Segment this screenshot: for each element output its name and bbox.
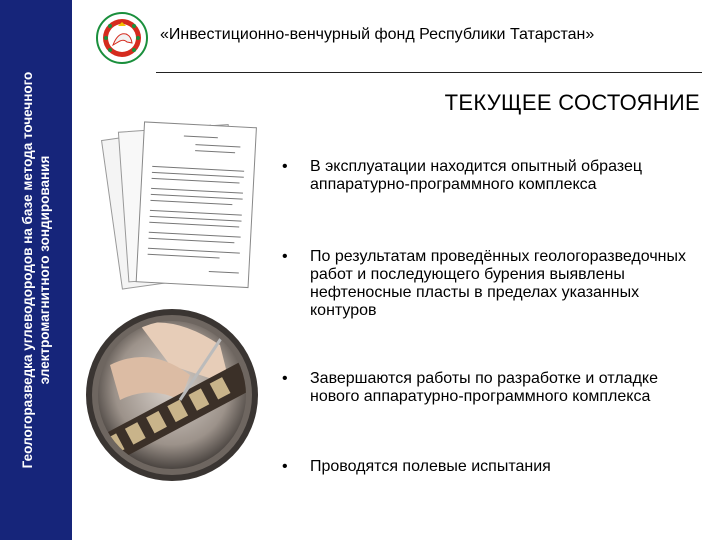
bullet-icon: • xyxy=(282,458,288,475)
tatarstan-emblem-icon xyxy=(96,12,148,64)
document-stack-icon xyxy=(92,110,272,305)
bullet-icon: • xyxy=(282,370,288,387)
sidebar xyxy=(0,0,72,540)
bullet-icon: • xyxy=(282,248,288,265)
bullet-icon: • xyxy=(282,158,288,175)
bullet-text: Проводятся полевые испытания xyxy=(310,458,551,475)
sidebar-title: Геологоразведка углеводородов на базе метода точечного электромагнитного зондирования xyxy=(20,71,52,469)
bullet-text: По результатам проведённых геологоразведочных работ и последующего бурения выявлены нефтеносные пласты в пределах указанных контуров xyxy=(310,248,686,319)
bullet-text: В эксплуатации находится опытный образец аппаратурно-программного комплекса xyxy=(310,158,642,193)
header-divider xyxy=(156,72,702,73)
section-title: ТЕКУЩЕЕ СОСТОЯНИЕ xyxy=(444,90,700,115)
header-title: «Инвестиционно-венчурный фонд Республики Татарстан» xyxy=(160,26,595,43)
bullet-text: Завершаются работы по разработке и отладке нового аппаратурно-программного комплекса xyxy=(310,370,658,405)
circuit-magnifier-photo xyxy=(80,305,260,485)
